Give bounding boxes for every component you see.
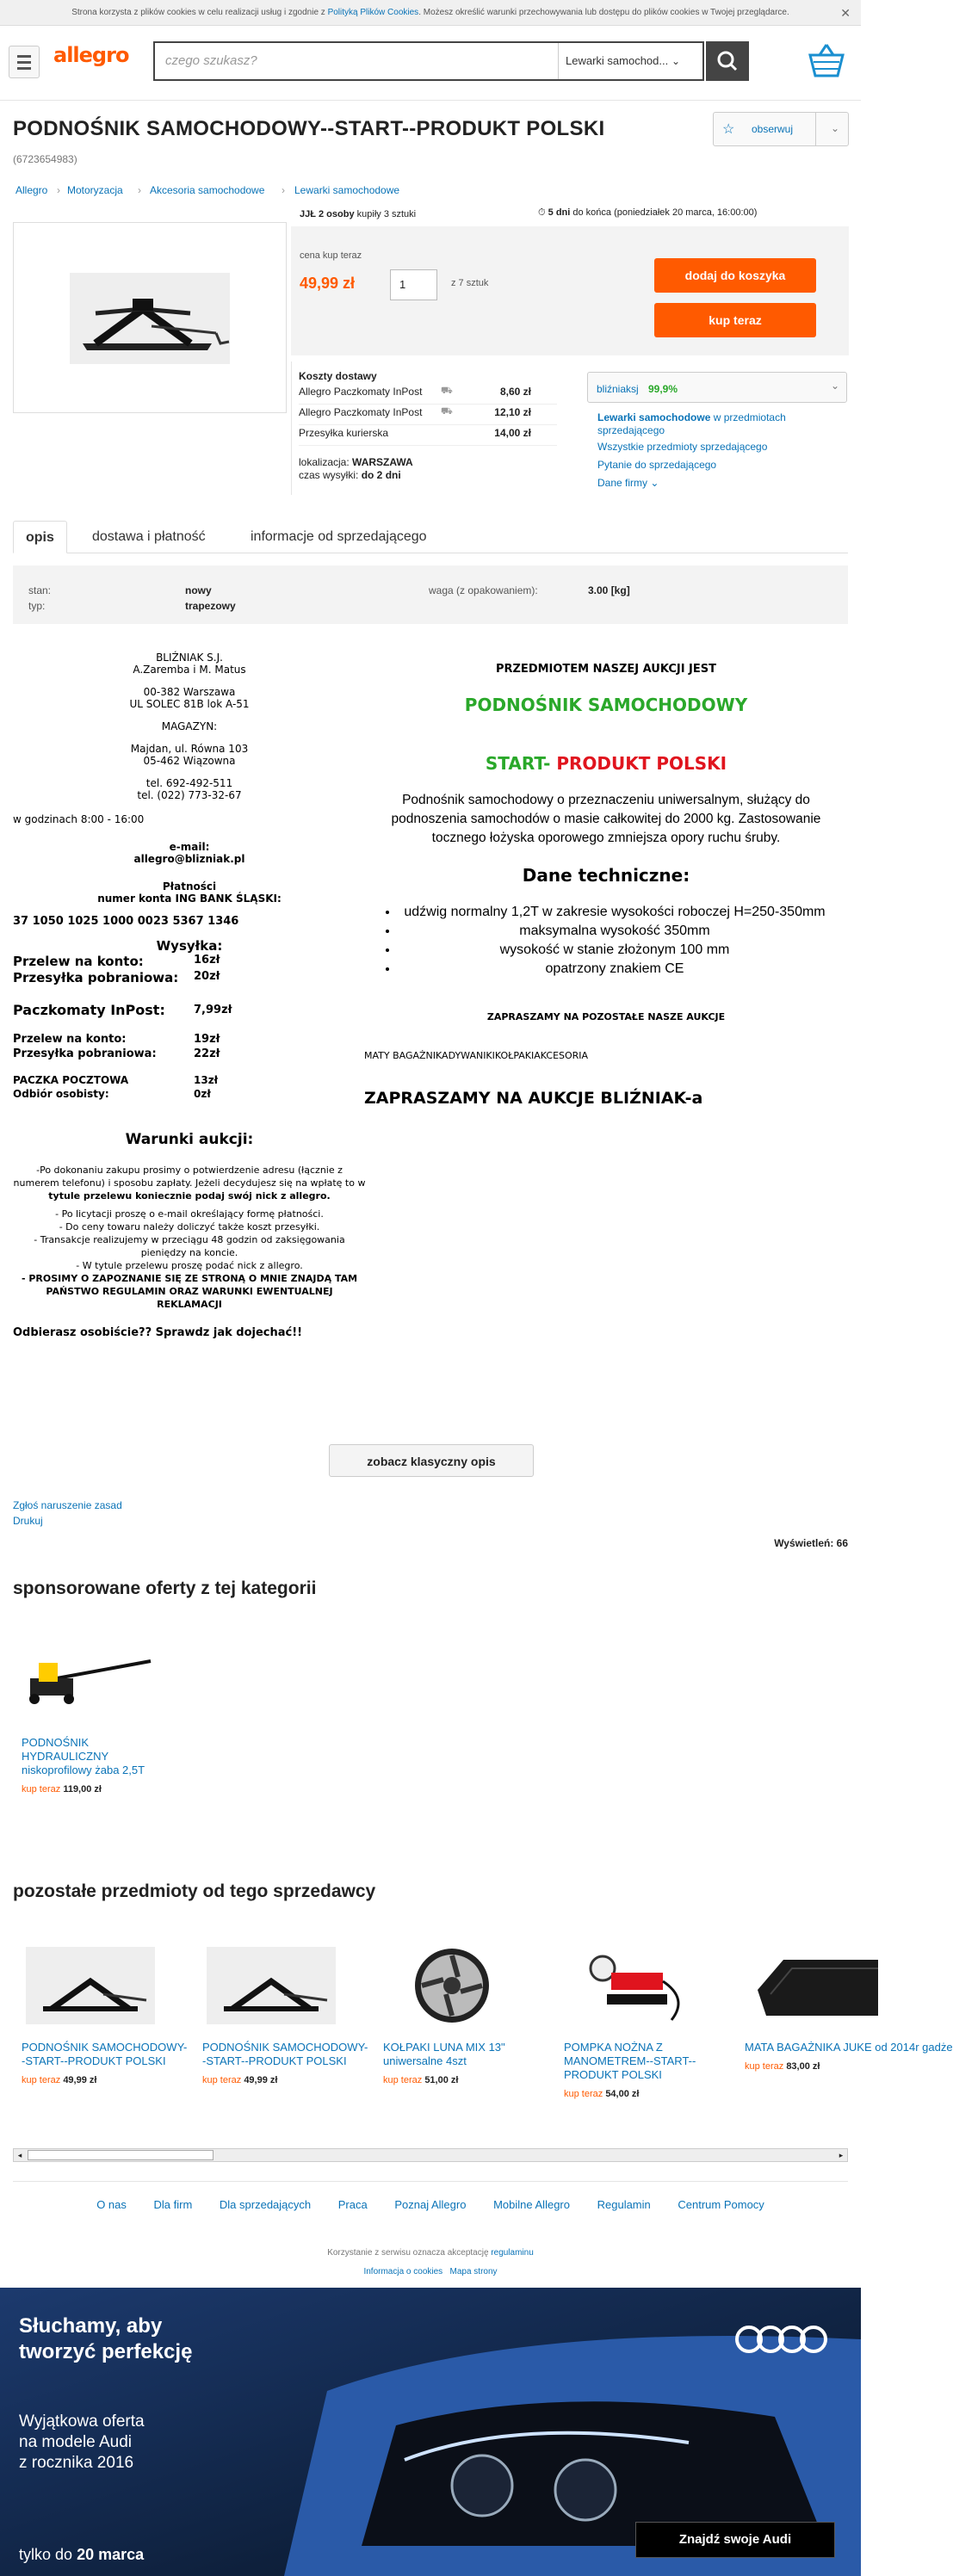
scroll-thumb[interactable]	[28, 2150, 213, 2160]
warehouse-label: MAGAZYN:	[161, 720, 218, 732]
company-data-label: Dane firmy	[597, 477, 648, 489]
param-label: typ:	[28, 600, 46, 612]
tech-item: • udźwig normalny 1,2T w zakresie wysokości roboczej H=250-350mm	[399, 903, 831, 922]
parameters	[13, 565, 848, 624]
shipping-row	[299, 406, 557, 425]
location-label: lokalizacja:	[299, 456, 350, 468]
item-price	[564, 2089, 732, 2099]
truck-icon: ⛟	[441, 386, 453, 396]
product-description	[364, 663, 848, 1108]
search-bar	[153, 41, 704, 81]
quantity-available: z 7 sztuk	[451, 278, 489, 288]
shipping-name: Allegro Paczkomaty InPost	[299, 406, 423, 418]
footer-note-text: Korzystanie z serwisu oznacza akceptację	[327, 2248, 489, 2258]
cookie-bar	[0, 0, 861, 26]
payments-label: Płatności	[162, 880, 217, 893]
breadcrumb-item[interactable]: Akcesoria samochodowe	[150, 184, 265, 196]
product-image[interactable]	[13, 222, 287, 413]
other-item[interactable]	[736, 1947, 953, 2072]
terms-2: - Po licytacji proszę o e-mail określający formę płatności.	[55, 1208, 324, 1220]
ship-option	[13, 1033, 366, 1047]
chevron-down-icon: ⌄	[671, 55, 680, 67]
ship-option-price: 19zł	[194, 1033, 220, 1046]
price: 49,99 zł	[300, 275, 356, 292]
price-value: 119,00 zł	[63, 1784, 102, 1795]
shipping-costs	[299, 370, 557, 481]
tabs	[13, 521, 848, 553]
item-name: KOŁPAKI LUNA MIX 13" uniwersalne 4szt	[383, 2041, 505, 2067]
other-item[interactable]	[194, 1947, 370, 2085]
ad-cta-button[interactable]: Znajdź swoje Audi	[635, 2522, 835, 2558]
scroll-right-icon[interactable]: ▸	[839, 2151, 844, 2159]
item-id: (6723654983)	[13, 153, 77, 165]
price-label: kup teraz	[22, 2075, 61, 2085]
seller-category-link[interactable]	[597, 411, 821, 437]
ship-option-price: 13zł	[194, 1074, 219, 1086]
item-price	[745, 2061, 848, 2072]
header-divider	[0, 100, 861, 101]
param-value: nowy	[185, 584, 212, 596]
price-value: 49,99 zł	[244, 2075, 278, 2085]
timer-end: do końca (poniedziałek 20 marca, 16:00:00)	[572, 207, 758, 218]
seller-cat-tail: w przedmiotach sprzedającego	[597, 411, 786, 436]
terms-title: Warunki aukcji:	[125, 1131, 254, 1148]
pickup-info: Odbierasz osobiście?? Sprawdz jak dojechać!!	[13, 1326, 303, 1339]
price-value: 51,00 zł	[424, 2075, 459, 2085]
ship-option-name: Przelew na konto:	[13, 1033, 127, 1046]
add-to-cart-button[interactable]: dodaj do koszyka	[654, 258, 816, 293]
buyers-count: JJŁ 2 osoby	[300, 209, 355, 219]
item-price	[202, 2075, 370, 2085]
company-data-link[interactable]	[597, 477, 821, 490]
breadcrumb-item[interactable]: Lewarki samochodowe	[294, 184, 400, 196]
seller-contact-column	[13, 652, 366, 1339]
ad-date	[19, 2546, 144, 2564]
quantity-input[interactable]: 1	[390, 269, 437, 300]
shipping-time-label: czas wysyłki:	[299, 469, 359, 481]
cookie-text-2: . Możesz określić warunki przechowywania lub dostępu do plików cookies w Twojej przeglądarce.	[418, 8, 789, 17]
warehouse-address: Majdan, ul. Równa 103	[130, 743, 249, 755]
breadcrumb-sep: ›	[57, 184, 60, 196]
ship-option	[13, 1088, 366, 1102]
ad-headline-2: tworzyć perfekcję	[19, 2340, 193, 2363]
ship-option-price: 16zł	[194, 954, 220, 967]
close-icon[interactable]: ✕	[840, 6, 851, 20]
timer	[538, 207, 757, 219]
footer-link[interactable]: Poznaj Allegro	[394, 2198, 467, 2211]
ad-offer-1: Wyjątkowa oferta	[19, 2412, 145, 2431]
trunk-mat-image	[749, 1947, 878, 2024]
search-input[interactable]: czego szukasz?	[165, 53, 257, 68]
observe-label: obserwuj	[752, 123, 794, 135]
tech-title: Dane techniczne:	[522, 865, 690, 886]
car-jack-image	[14, 223, 288, 414]
sitemap-link[interactable]: Mapa strony	[449, 2267, 498, 2276]
chevron-down-icon: ⌄	[650, 477, 659, 489]
price-label: kup teraz	[745, 2061, 784, 2072]
param-value: 3.00 [kg]	[588, 584, 630, 596]
ask-seller-link[interactable]: Pytanie do sprzedającego	[597, 459, 717, 471]
address: UL SOLEC 81B lok A-51	[129, 698, 250, 710]
price-label: cena kup teraz	[300, 250, 362, 261]
owners: A.Zaremba i M. Matus	[133, 664, 246, 676]
buy-box	[291, 226, 849, 355]
terms-link[interactable]: regulaminu	[491, 2248, 534, 2258]
tech-item: • opatrzony znakiem CE	[399, 960, 831, 979]
bought-items: kupiły 3 sztuki	[356, 209, 417, 219]
basket-icon	[805, 41, 848, 81]
ship-option-price: 20zł	[194, 970, 220, 983]
ad-offer	[19, 2412, 145, 2474]
scroll-left-icon[interactable]: ◂	[17, 2151, 22, 2159]
category-value: Lewarki samochod...	[566, 54, 669, 67]
breadcrumb-item[interactable]: Allegro	[15, 184, 48, 196]
footer-link[interactable]: Regulamin	[597, 2198, 651, 2211]
footer-links	[0, 2198, 861, 2211]
car-jack-image	[207, 1947, 336, 2024]
tech-item: • wysokość w stanie złożonym 100 mm	[399, 941, 831, 960]
chevron-down-icon: ⌄	[830, 380, 839, 392]
price-label: kup teraz	[22, 1784, 61, 1795]
ship-option-price: 0zł	[194, 1088, 211, 1100]
breadcrumb-sep: ›	[282, 184, 285, 196]
warehouse-address: 05-462 Wiązowna	[143, 755, 236, 767]
item-name: PODNOŚNIK SAMOCHODOWY--START--PRODUKT POLSKI	[202, 2041, 368, 2067]
location	[299, 456, 413, 468]
buy-now-button[interactable]: kup teraz	[654, 303, 816, 337]
tab-delivery[interactable]: dostawa i płatność	[92, 529, 206, 544]
terms-5: - W tytule przelewu proszę podać nick z allegro.	[76, 1260, 303, 1271]
cookie-text: Strona korzysta z plików cookies w celu realizacji usług i zgodnie z	[71, 8, 325, 17]
seller-rating: 99,9%	[648, 383, 678, 395]
carousel-scrollbar[interactable]	[13, 2148, 848, 2162]
terms-3: - Do ceny towaru należy doliczyć także koszt przesyłki.	[59, 1221, 320, 1232]
menu-icon-bar	[17, 61, 31, 64]
ship-option-name: PACZKA POCZTOWA	[13, 1074, 129, 1086]
desc-product-name: PODNOŚNIK SAMOCHODOWY	[464, 695, 748, 715]
seller-name: bliźniaksj	[597, 383, 639, 395]
timer-days: 5 dni	[548, 207, 571, 218]
account-number: 37 1050 1025 1000 0023 5367 1346	[13, 915, 239, 928]
tagline-start: START-	[485, 753, 551, 774]
seller-cat: Lewarki samochodowe	[597, 411, 711, 423]
breadcrumb-item[interactable]: Motoryzacja	[67, 184, 123, 196]
company-name: BLIŹNIAK S.J.	[156, 652, 223, 664]
hydraulic-jack-image	[13, 1637, 159, 1714]
desc-heading: PRZEDMIOTEM NASZEJ AUKCJI JEST	[495, 663, 717, 676]
ship-option-price: 22zł	[194, 1047, 220, 1060]
email: allegro@blizniak.pl	[133, 853, 245, 865]
desc-text: Podnośnik samochodowy o przeznaczeniu uniwersalnym, służący do podnoszenia samochodów o masie całkowitej do 2000 kg. Zastosowanie tocznego łożyska oporowego zmniejsza opory ruchu śruby.	[391, 793, 821, 845]
ship-option	[13, 1047, 366, 1062]
shipping-time-value: do 2 dni	[361, 469, 401, 481]
sponsored-item[interactable]	[13, 1637, 164, 1795]
ship-option-name: Odbiór osobisty:	[13, 1088, 109, 1100]
terms-1	[13, 1164, 366, 1202]
ad-headline-1: Słuchamy, aby	[19, 2314, 163, 2338]
truck-icon: ⛟	[441, 406, 453, 417]
ship-option-name: Przelew na konto:	[13, 954, 144, 969]
email-label: e-mail:	[169, 841, 210, 853]
seller-box[interactable]	[587, 372, 847, 403]
invite-auctions: ZAPRASZAMY NA AUKCJE BLIŹNIAK-a	[364, 1089, 703, 1108]
shipping-name: Allegro Paczkomaty InPost	[299, 386, 423, 398]
shipping-row	[299, 427, 557, 446]
page-title: PODNOŚNIK SAMOCHODOWY--START--PRODUKT POLSKI	[13, 117, 605, 140]
terms-6: - PROSIMY O ZAPOZNANIE SIĘ ZE STRONĄ O MNIE ZNAJDĄ TAM PAŃSTWO REGULAMIN ORAZ WARUNKI EWENTUALNEJ REKLAMACJI	[21, 1273, 358, 1310]
shipping-name: Przesyłka kurierska	[299, 427, 389, 439]
menu-icon-bar	[17, 67, 31, 70]
shipping-price: 12,10 zł	[494, 406, 531, 418]
ship-option-name: Przesyłka pobraniowa:	[13, 970, 179, 985]
footer-link[interactable]: Mobilne Allegro	[493, 2198, 570, 2211]
chevron-down-icon: ⌄	[831, 122, 840, 134]
cookies-link[interactable]: Informacja o cookies	[363, 2267, 443, 2276]
ship-option	[13, 954, 366, 970]
classic-description-button[interactable]: zobacz klasyczny opis	[329, 1444, 534, 1477]
ship-option	[13, 970, 366, 986]
tech-item: • maksymalna wysokość 350mm	[399, 922, 831, 941]
other-categories[interactable]: MATY BAGAŻNIKADYWANIKIKOŁPAKIAKCESORIA	[364, 1050, 589, 1061]
logo[interactable]: allegro	[53, 43, 129, 67]
hubcap-image	[387, 1947, 517, 2024]
cart-button[interactable]	[805, 41, 848, 81]
breadcrumb-sep: ›	[138, 184, 141, 196]
other-item[interactable]	[555, 1947, 732, 2099]
search-button[interactable]	[706, 41, 749, 81]
menu-button[interactable]	[9, 46, 40, 78]
footer-link[interactable]: Centrum Pomocy	[678, 2198, 764, 2211]
shipping-title: Koszty dostawy	[299, 370, 377, 382]
ship-option	[13, 1074, 366, 1088]
shipping-price: 8,60 zł	[499, 386, 531, 398]
tab-seller-info[interactable]: informacje od sprzedającego	[251, 529, 427, 544]
item-name: MATA BAGAŻNIKA JUKE od 2014r gadże	[745, 2041, 953, 2054]
views-count: Wyświetleń: 66	[774, 1537, 848, 1549]
footer-link[interactable]: Dla firm	[153, 2198, 193, 2211]
footer-note	[0, 2248, 861, 2258]
footer-link[interactable]: Praca	[337, 2198, 368, 2211]
price-value: 83,00 zł	[786, 2061, 820, 2072]
footer-divider	[13, 2181, 848, 2182]
footer-link[interactable]: O nas	[96, 2198, 127, 2211]
footer-links-2	[0, 2267, 861, 2276]
invite-other: ZAPRASZAMY NA POZOSTAŁE NASZE AUKCJE	[486, 1011, 726, 1022]
item-price	[22, 2075, 189, 2085]
price-value: 54,00 zł	[605, 2089, 640, 2099]
star-icon: ☆	[722, 122, 735, 137]
location-value: WARSZAWA	[352, 456, 413, 468]
car-jack-image	[26, 1947, 155, 2024]
footer-link[interactable]: Dla sprzedających	[219, 2198, 312, 2211]
all-items-link[interactable]: Wszystkie przedmioty sprzedającego	[597, 441, 768, 453]
item-name: POMPKA NOŻNA Z MANOMETREM--START--PRODUKT POLSKI	[564, 2041, 696, 2081]
print-link[interactable]: Drukuj	[13, 1515, 43, 1527]
terms-bold: tytule przelewu koniecznie podaj swój nick z allegro.	[48, 1190, 331, 1202]
category-select[interactable]	[558, 43, 687, 79]
tagline-polish: PRODUKT POLSKI	[556, 753, 727, 774]
param-value: trapezowy	[185, 600, 236, 612]
sponsored-name: PODNOŚNIK HYDRAULICZNY niskoprofilowy żaba 2,5T	[22, 1736, 145, 1776]
hours: w godzinach 8:00 - 16:00	[13, 813, 145, 825]
ad-date-value: 20 marca	[77, 2546, 145, 2563]
other-items-title: pozostałe przedmioty od tego sprzedawcy	[13, 1881, 376, 1901]
item-name: PODNOŚNIK SAMOCHODOWY--START--PRODUKT POLSKI	[22, 2041, 188, 2067]
other-item[interactable]	[13, 1947, 189, 2085]
sold-info	[300, 209, 416, 219]
cookie-policy-link[interactable]: Polityką Plików Cookies	[327, 8, 419, 17]
seller-links	[597, 411, 821, 490]
address: 00-382 Warszawa	[143, 686, 236, 698]
menu-icon	[17, 55, 31, 58]
divider	[291, 361, 292, 495]
param-label: waga (z opakowaniem):	[429, 584, 538, 596]
sponsored-price	[22, 1784, 164, 1795]
clock-icon: ⏱	[538, 207, 546, 218]
terms-text: -Po dokonaniu zakupu prosimy o potwierdzenie adresu (łącznie z numerem telefonu) i sposobu zapłaty. Jeżeli decydujesz się na wpłatę to w	[13, 1164, 366, 1189]
ad-headline	[19, 2313, 192, 2365]
param-label: stan:	[28, 584, 52, 596]
price-label: kup teraz	[202, 2075, 242, 2085]
shipping-price: 14,00 zł	[494, 427, 531, 439]
price-value: 49,99 zł	[63, 2075, 97, 2085]
shipping-label: Wysyłka:	[156, 938, 223, 954]
item-price	[383, 2075, 551, 2085]
report-link[interactable]: Zgłoś naruszenie zasad	[13, 1499, 122, 1511]
terms-4: - Transakcje realizujemy w przeciągu 48 godzin od zaksięgowania pieniędzy na koncie.	[34, 1234, 345, 1258]
tech-list	[399, 903, 831, 979]
ship-option-price: 7,99zł	[194, 1004, 232, 1016]
shipping-time	[299, 469, 401, 481]
ad-banner[interactable]	[0, 2288, 861, 2576]
ship-option	[13, 1002, 366, 1021]
observe-button[interactable]	[713, 112, 849, 146]
desc-tagline	[364, 753, 848, 774]
search-icon	[706, 41, 749, 81]
price-label: kup teraz	[564, 2089, 603, 2099]
phone: tel. (022) 773-32-67	[137, 789, 242, 801]
bank-label: numer konta ING BANK ŚLĄSKI:	[97, 893, 282, 905]
phone: tel. 692-492-511	[145, 777, 233, 789]
foot-pump-image	[568, 1947, 697, 2024]
ship-option-name: Paczkomaty InPost:	[13, 1002, 165, 1018]
ad-offer-3: z rocznika 2016	[19, 2454, 134, 2472]
shipping-row	[299, 386, 557, 405]
sponsored-title: sponsorowane oferty z tej kategorii	[13, 1578, 317, 1598]
other-item[interactable]	[374, 1947, 551, 2085]
tab-opis[interactable]: opis	[13, 521, 67, 553]
ad-date-label: tylko do	[19, 2546, 73, 2563]
ad-offer-2: na modele Audi	[19, 2433, 132, 2451]
divider	[815, 113, 816, 145]
ship-option-name: Przesyłka pobraniowa:	[13, 1047, 157, 1060]
price-label: kup teraz	[383, 2075, 423, 2085]
